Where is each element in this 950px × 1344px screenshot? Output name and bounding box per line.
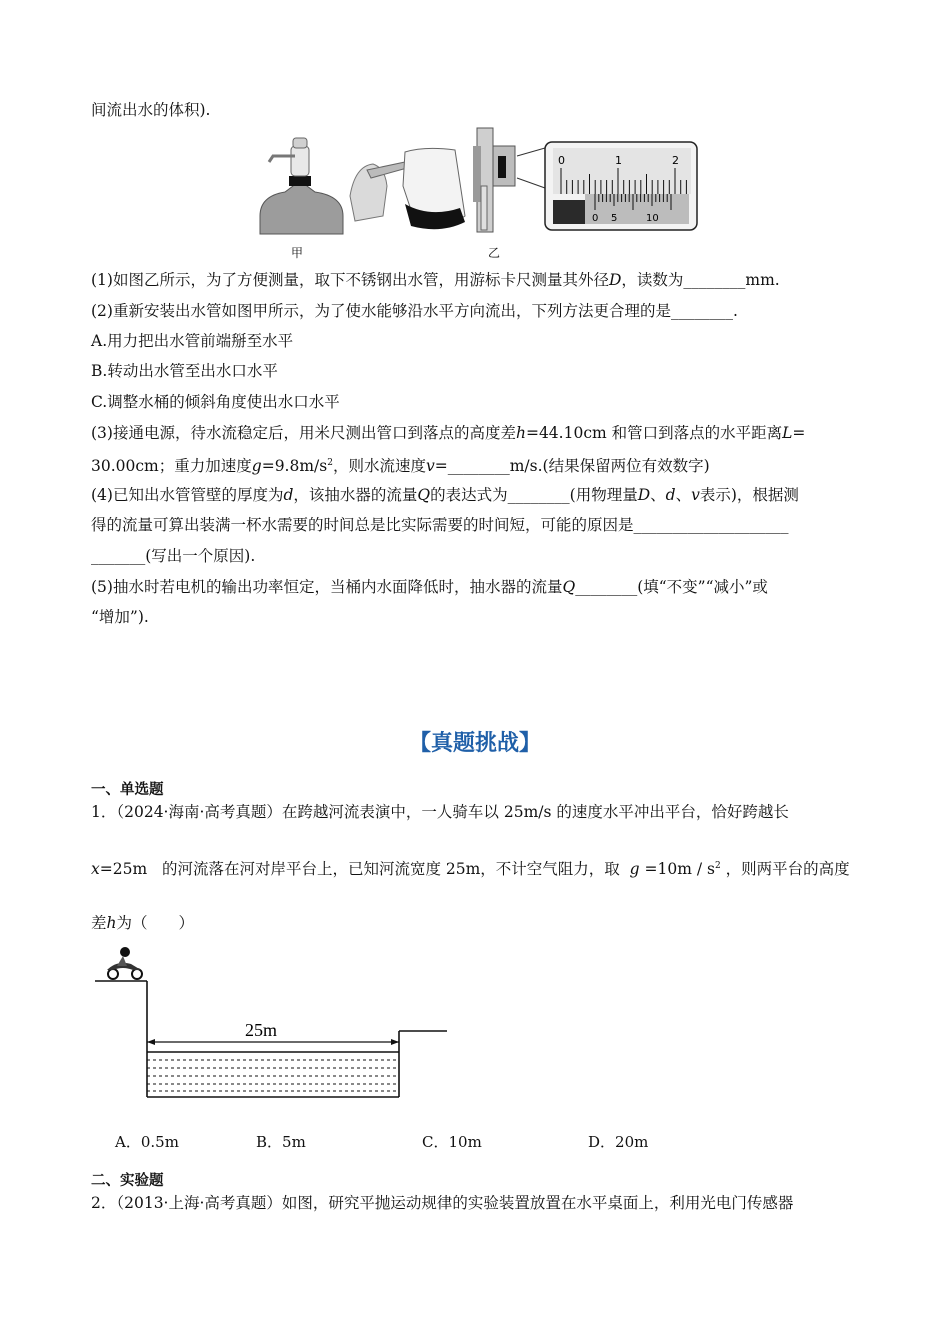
question-1: (1)如图乙所示，为了方便测量，取下不锈钢出水管，用游标卡尺测量其外径D，读数为________mm. <box>91 271 780 289</box>
problem-2-line-1: 2．（2013·上海·高考真题）如图，研究平抛运动规律的实验装置放置在水平桌面上，利用光电门传感器 <box>91 1194 794 1212</box>
section-experiment: 二、实验题 <box>91 1173 164 1189</box>
answer-option-d[interactable]: D．20m <box>588 1133 649 1151</box>
main-scale-label-1: 1 <box>615 154 622 167</box>
question-4-line-2: 得的流量可算出装满一杯水需要的时间总是比实际需要的时间短，可能的原因是____________________ <box>91 516 789 534</box>
answer-option-a[interactable]: A．0.5m <box>115 1133 179 1151</box>
river-width-label: 25m <box>245 1020 278 1040</box>
section-title: 【真题挑战】 <box>408 731 541 756</box>
vernier-label-5: 5 <box>611 213 618 224</box>
problem-1-line-2: x=25m 的河流落在河对岸平台上，已知河流宽度 25m，不计空气阻力，取 $g =10m / s^2$ ，则两平台的高度 <box>91 860 850 879</box>
option-b: B.转动出水管至出水口水平 <box>91 362 278 380</box>
answer-option-c[interactable]: C．10m <box>422 1133 482 1151</box>
hand-pump-image <box>350 148 465 229</box>
question-4-line-3: _______(写出一个原因). <box>91 547 256 565</box>
question-4-line-1: (4)已知出水管管壁的厚度为d，该抽水器的流量Q的表达式为________(用物理量D、d、v表示)，根据测 <box>91 486 799 504</box>
continued-text: 间流出水的体积). <box>91 101 211 119</box>
pump-caliper-figure <box>255 126 700 236</box>
problem-1-line-1: 1．（2024·海南·高考真题）在跨越河流表演中，一人骑车以 25m/s 的速度水平冲出平台，恰好跨越长 <box>91 803 789 821</box>
figure-label-jia: 甲 <box>291 246 304 260</box>
bottle-pump-image <box>260 138 343 234</box>
answer-option-b[interactable]: B．5m <box>256 1133 306 1151</box>
section-single-choice: 一、单选题 <box>91 782 164 798</box>
figure-label-yi: 乙 <box>488 246 501 260</box>
question-5-line-2: “增加”). <box>91 608 149 626</box>
main-scale-label-2: 2 <box>672 154 679 167</box>
option-a: A.用力把出水管前端掰至水平 <box>91 332 294 350</box>
main-scale-label-0: 0 <box>558 154 565 167</box>
caliper-image <box>473 128 545 232</box>
question-3-line-1: (3)接通电源，待水流稳定后，用米尺测出管口到落点的高度差h=44.10cm 和管口到落点的水平距离L= <box>91 424 806 442</box>
question-3-line-2: 30.00cm；重力加速度$g=9.8m/s^2$，则水流速度v=________m/s.(结果保留两位有效数字) <box>91 457 710 476</box>
problem-1-line-3: 差h为（ ） <box>91 914 195 932</box>
river-jump-diagram <box>95 940 455 1100</box>
vernier-scale-magnified <box>545 142 697 230</box>
question-5-line-1: (5)抽水时若电机的输出功率恒定，当桶内水面降低时，抽水器的流量Q________(填“不变”“减小”或 <box>91 578 768 596</box>
question-2: (2)重新安装出水管如图甲所示，为了使水能够沿水平方向流出，下列方法更合理的是________. <box>91 302 738 320</box>
vernier-label-0: 0 <box>592 213 599 224</box>
motorcycle-rider-icon <box>107 947 142 979</box>
vernier-label-10: 10 <box>646 213 659 224</box>
option-c: C.调整水桶的倾斜角度使出水口水平 <box>91 393 340 411</box>
